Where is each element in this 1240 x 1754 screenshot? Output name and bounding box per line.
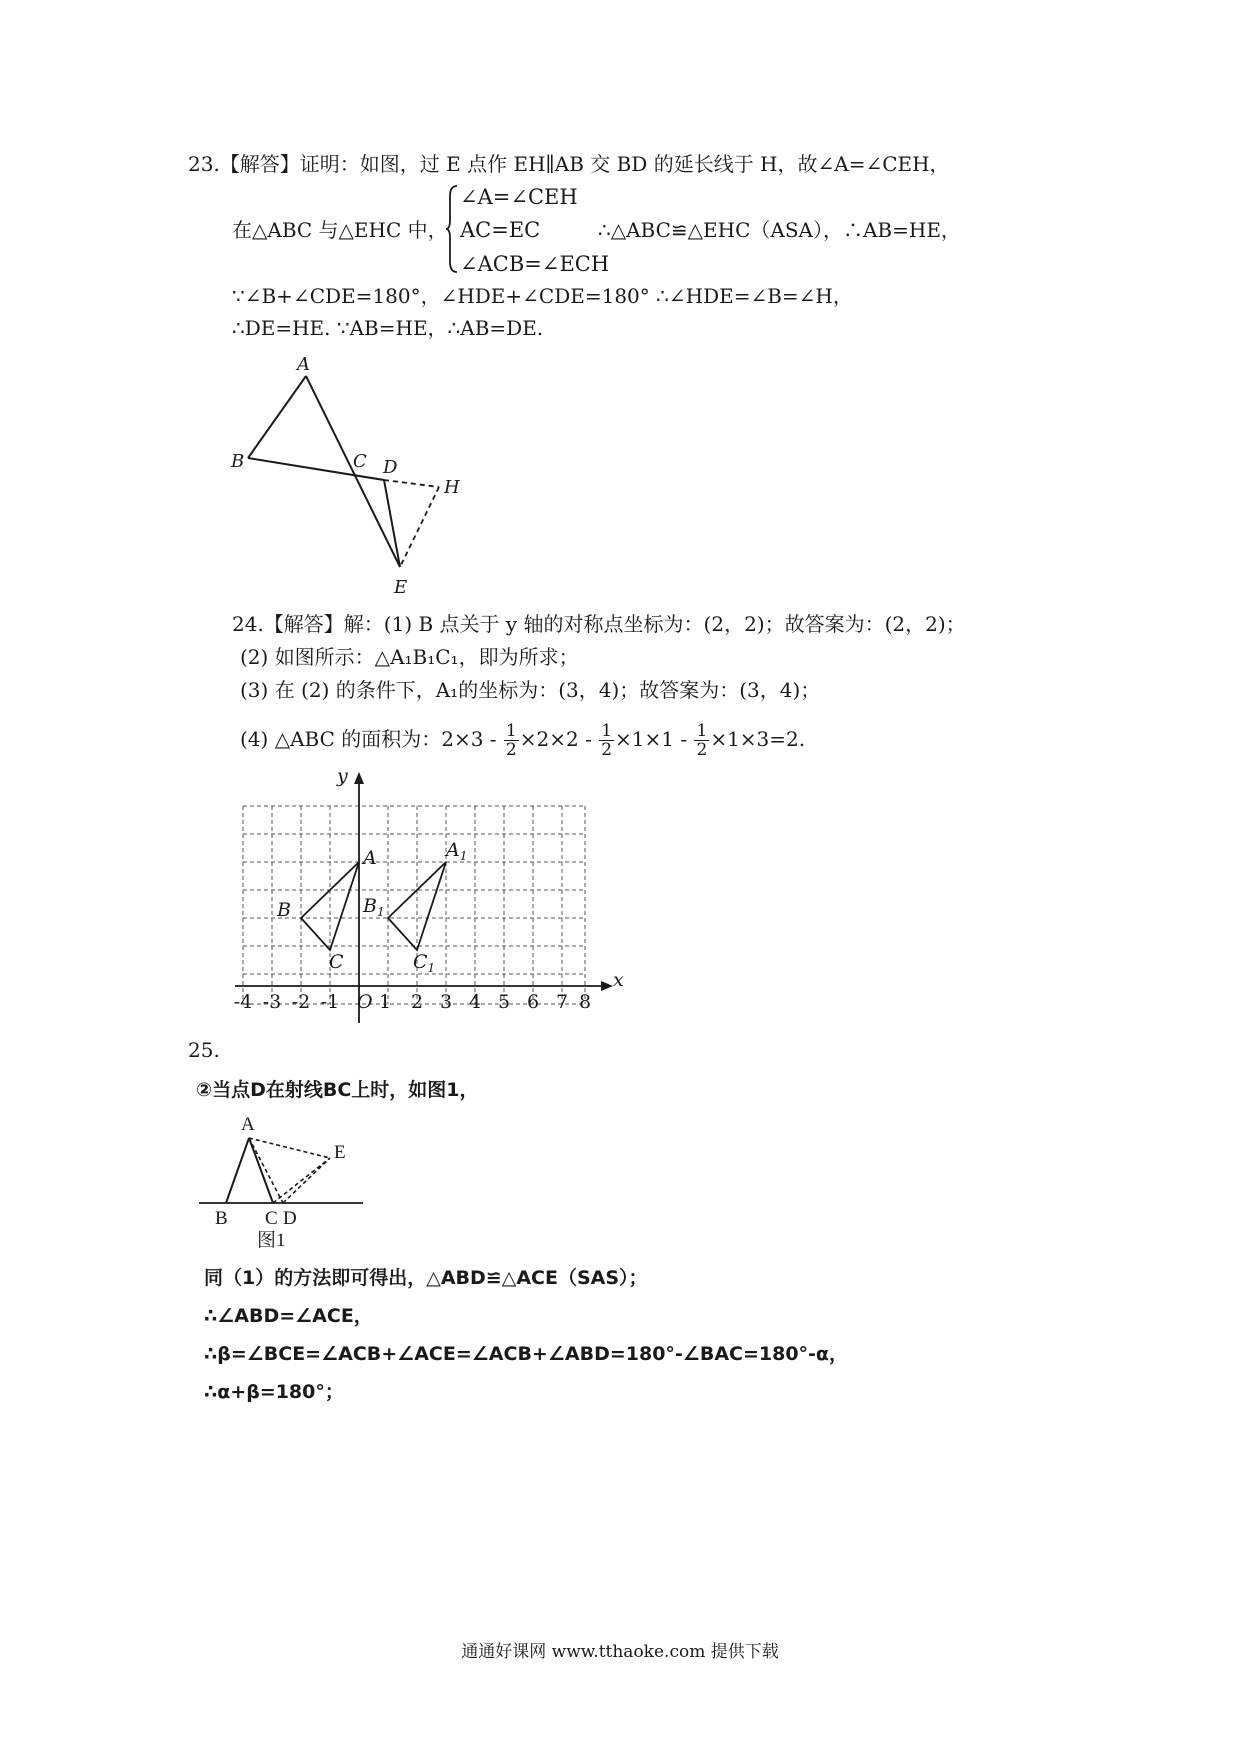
q24-area-part-4: ×1×3=2.	[710, 727, 806, 751]
point-A-label: A	[363, 847, 377, 869]
q25-label-B: B	[215, 1208, 228, 1229]
page-footer: 通通好课网 www.tthaoke.com 提供下载	[461, 1642, 779, 1662]
fraction-numerator: 1	[505, 721, 517, 741]
fraction-denominator: 2	[696, 740, 708, 760]
q25-line-2: 同（1）的方法即可得出，△ABD≌△ACE（SAS）；	[204, 1267, 648, 1289]
origin-label: O	[357, 991, 373, 1013]
x-tick: 8	[578, 991, 592, 1013]
q23-line-2b: ∴△ABC≌△EHC（ASA），∴AB=HE，	[598, 218, 961, 242]
fraction-denominator: 2	[601, 740, 613, 760]
q23-line-3: ∵∠B+∠CDE=180°，∠HDE+∠CDE=180° ∴∠HDE=∠B=∠H，	[232, 284, 853, 308]
system-eq-3: ∠ACB=∠ECH	[460, 252, 610, 276]
system-eq-1: ∠A=∠CEH	[460, 185, 578, 209]
x-tick: -4	[233, 991, 253, 1013]
point-C1-label	[413, 951, 435, 975]
q23-label-C: C	[353, 451, 367, 472]
x-tick: -1	[320, 991, 340, 1013]
q24-line-1: 24.【解答】解：(1) B 点关于 y 轴的对称点坐标为：(2，2)；故答案为：(2，2)；	[232, 612, 966, 636]
q25-label-D: D	[283, 1208, 297, 1229]
q25-number: 25.	[188, 1038, 220, 1062]
x-tick: 6	[526, 991, 540, 1013]
point-B-label: B	[277, 899, 291, 921]
figure-caption: 图1	[257, 1230, 286, 1248]
point-A1-letter: A	[446, 839, 460, 861]
q24-area-part-3: ×1×1 -	[615, 727, 688, 751]
q25-line-3: ∴∠ABD=∠ACE，	[204, 1305, 373, 1327]
q23-label-D: D	[383, 457, 398, 478]
x-tick: 7	[555, 991, 569, 1013]
point-A1-subscript: 1	[459, 849, 468, 863]
q23-line-4: ∴DE=HE. ∵AB=HE，∴AB=DE.	[232, 316, 544, 340]
x-tick: -2	[291, 991, 311, 1013]
system-eq-2: AC=EC	[460, 218, 541, 242]
q24-coordinate-grid	[225, 768, 625, 1028]
q23-line-2a: 在△ABC 与△EHC 中，	[232, 218, 448, 242]
q24-line-3: (3) 在 (2) 的条件下，A₁的坐标为：(3，4)；故答案为：(3，4)；	[240, 678, 821, 702]
x-tick: 5	[497, 991, 511, 1013]
q23-label-H: H	[444, 477, 460, 498]
point-A1-label	[444, 839, 467, 863]
q23-label-A: A	[297, 354, 310, 375]
x-tick: 2	[410, 991, 424, 1013]
y-axis-label: y	[337, 768, 348, 787]
brace-icon	[445, 184, 459, 274]
x-tick: 3	[439, 991, 453, 1013]
x-tick: 1	[378, 991, 392, 1013]
x-axis-label: x	[613, 969, 624, 991]
fraction-half	[694, 722, 709, 759]
q24-line-2: (2) 如图所示：△A₁B₁C₁，即为所求；	[240, 645, 579, 669]
q24-area-part-1: (4) △ABC 的面积为：2×3 -	[240, 727, 497, 751]
point-B1-subscript: 1	[376, 905, 385, 919]
q25-line-5: ∴α+β=180°；	[204, 1381, 344, 1403]
point-B1-label	[362, 895, 385, 919]
q25-label-E: E	[334, 1142, 346, 1163]
q24-line-4	[240, 722, 805, 759]
point-C-label: C	[329, 951, 344, 973]
point-C1-letter: C	[413, 951, 428, 973]
q23-line-1: 23.【解答】证明：如图，过 E 点作 EH∥AB 交 BD 的延长线于 H，故∠A=∠CEH，	[188, 152, 950, 176]
x-tick: 4	[468, 991, 482, 1013]
fraction-denominator: 2	[505, 740, 517, 760]
q25-figure	[195, 1108, 375, 1248]
q23-figure	[225, 350, 465, 600]
x-tick: -3	[262, 991, 282, 1013]
q24-area-part-2: ×2×2 -	[519, 727, 592, 751]
fraction-half	[599, 722, 614, 759]
fraction-numerator: 1	[601, 721, 613, 741]
q25-line-4: ∴β=∠BCE=∠ACB+∠ACE=∠ACB+∠ABD=180°-∠BAC=180°-α，	[204, 1343, 848, 1365]
q23-label-B: B	[231, 451, 245, 472]
point-C1-subscript: 1	[427, 961, 436, 975]
fraction-numerator: 1	[696, 721, 708, 741]
q23-label-E: E	[394, 577, 408, 598]
q25-label-A: A	[241, 1114, 255, 1135]
fraction-half	[504, 722, 519, 759]
q25-label-C: C	[265, 1208, 278, 1229]
q25-line-1: ②当点D在射线BC上时，如图1，	[196, 1079, 479, 1101]
point-B1-letter: B	[363, 895, 377, 917]
